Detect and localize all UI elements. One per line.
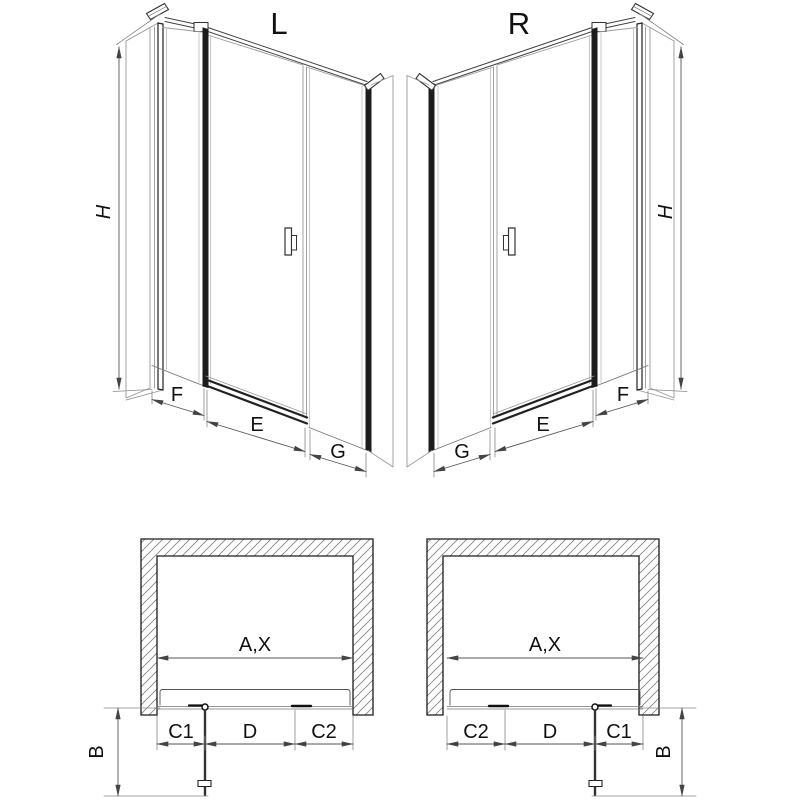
left-plan-view xyxy=(86,539,373,796)
right-plan-view xyxy=(427,539,696,796)
segment-c2-label-left-plan: C2 xyxy=(311,721,337,743)
fixed-panel-dim-label-left: F xyxy=(170,384,184,406)
door-dim-label-right: E xyxy=(536,414,550,436)
segment-d-label-right-plan: D xyxy=(542,721,558,743)
left-plan-wall xyxy=(141,539,373,715)
segment-c1-label-right-plan: C1 xyxy=(606,721,632,743)
segment-d-label-left-plan: D xyxy=(242,721,258,743)
height-dim-label-right: H xyxy=(655,204,677,220)
far-panel-dim-label-right: G xyxy=(454,441,470,463)
right-3d-geometry xyxy=(407,4,687,478)
right-view-label: R xyxy=(507,6,531,41)
door-dim-label-left: E xyxy=(250,414,264,436)
segment-c1-label-left-plan: C1 xyxy=(168,721,194,743)
far-panel-dim-label-left: G xyxy=(330,441,346,463)
left-view-label: L xyxy=(270,6,288,41)
right-plan-wall xyxy=(427,539,659,715)
inner-width-dim-label-left-plan: A,X xyxy=(238,634,272,656)
door-projection-dim-label-right-plan: B xyxy=(653,745,675,759)
right-3d-view xyxy=(407,4,687,478)
left-3d-geometry xyxy=(113,4,393,478)
left-3d-view xyxy=(93,4,393,478)
height-dim-label-left: H xyxy=(93,204,115,220)
door-projection-dim-label-left-plan: B xyxy=(86,745,108,759)
segment-c2-label-right-plan: C2 xyxy=(463,721,489,743)
fixed-panel-dim-label-right: F xyxy=(616,384,630,406)
inner-width-dim-label-right-plan: A,X xyxy=(528,634,562,656)
